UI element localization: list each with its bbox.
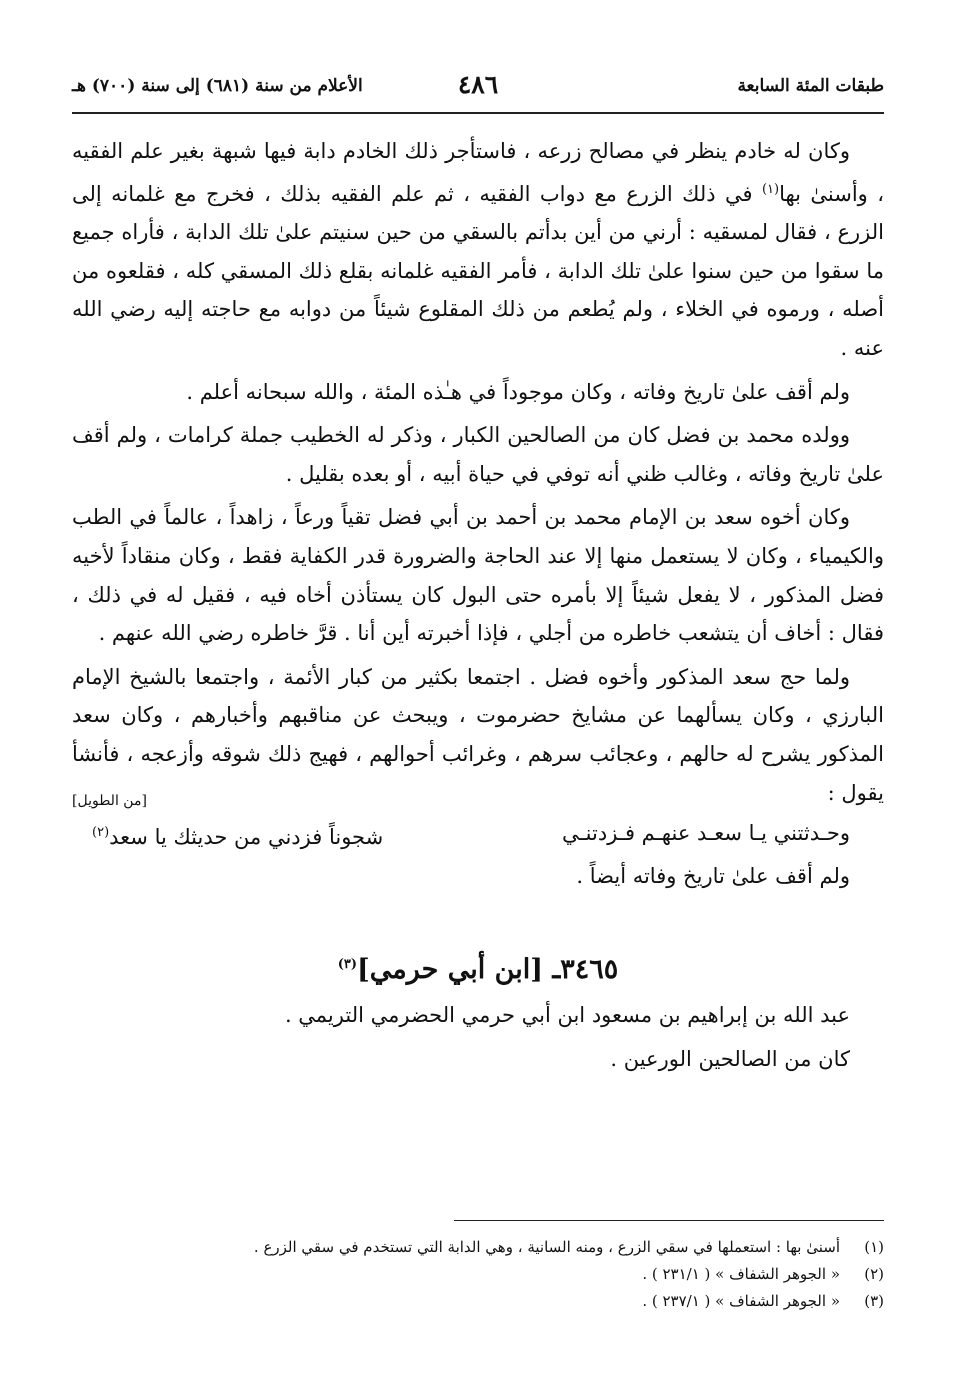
paragraph-5: ولما حج سعد المذكور وأخوه فضل . اجتمعا بكثير من كبار الأئمة ، واجتمعا بالشيخ الإمام البارزي ، وكان يسألهما عن مشايخ حضرموت ، ويبحث عن مناقبهم وأخبارهم ، وكان سعد المذكور يشرح له حالهم ، وعجائب سرهم ، وغرائب أحوالهم ، فهيج ذلك شوقه وأزعجه ، فأنشأ يقول :: [72, 664, 884, 805]
verse-first-hemistich: وحـدثتني يـا سعـد عنهـم فـزدتنـي: [562, 821, 850, 846]
paragraph-1-part-b: في ذلك الزرع مع دواب الفقيه ، ثم علم الفقيه بذلك ، فخرج مع غلمانه إلى الزرع ، فقال لمسقيه : أرني من أين بدأتم بالسقي من حين سنيتم علىٰ تلك الدابة ، فأراه جميع ما سقوا من حين سنوا علىٰ تلك الدابة ، فأمر الفقيه غلمانه بقلع ذلك المسقي كله ، فقلعوه من أصله ، ورموه في الخلاء ، ولم يُطعم من ذلك المقلوع شيئاً من دوابه مع حاجته إليه رضي الله عنه .: [72, 181, 884, 360]
running-header: [72, 70, 884, 110]
paragraph-1-part-a: وكان له خادم ينظر في مصالح زرعه ، فاستأجر ذلك الخادم دابة فيها شبهة بغير علم الفقيه ، وأسنىٰ بها: [72, 139, 885, 206]
page-number: ٤٨٦: [457, 70, 499, 99]
paragraph-1: [72, 132, 884, 368]
footnote-divider: [454, 1220, 884, 1221]
footnote-ref-2[interactable]: (٢): [92, 825, 110, 841]
header-section-title: طبقات المئة السابعة: [737, 76, 884, 96]
paragraph-4: وكان أخوه سعد بن الإمام محمد بن أحمد بن أبي فضل تقياً ورعاً ، زاهداً ، عالماً في الطب والكيمياء ، وكان لا يستعمل منها إلا عند الحاجة والضرورة قدر الكفاية فقط ، وكان منقاداً لأخيه فضل المذكور ، لا يفعل شيئاً إلا بأمره حتى البول كان يستأذن أخاه فيه ، فقيل له في ذلك ، فقال : أخاف أن يتشعب خاطره من أجلي ، فإذا أخبرته أين أنا . قرَّ خاطره رضي الله عنهم .: [72, 505, 884, 646]
paragraph-7: عبد الله بن إبراهيم بن مسعود ابن أبي حرمي الحضرمي التريمي .: [284, 1003, 850, 1028]
footnote-ref-3[interactable]: (٣): [337, 957, 357, 973]
paragraph-6: ولم أقف علىٰ تاريخ وفاته أيضاً .: [576, 863, 850, 888]
footnote-text: « الجوهر الشفاف » ( ٢٣٧/١ ) .: [642, 1292, 840, 1310]
poem-verse: [72, 814, 884, 857]
footnote-3: [72, 1288, 884, 1315]
footnote-ref-1[interactable]: (١): [761, 181, 780, 197]
footnote-2: [72, 1261, 884, 1288]
footnote-number: (٣): [864, 1292, 884, 1310]
footnotes: [72, 1234, 884, 1315]
poem-meter-label: [من الطويل]: [72, 793, 147, 810]
paragraph-2: ولم أقف علىٰ تاريخ وفاته ، وكان موجوداً في هـٰذه المئة ، والله سبحانه أعلم .: [186, 379, 850, 404]
footnote-text: أسنىٰ بها : استعملها في سقي الزرع ، ومنه السانية ، وهي الدابة التي تستخدم في سقي الزرع .: [253, 1238, 840, 1256]
verse-second-hemistich-text: شجوناً فزدني من حديثك يا سعد: [109, 825, 384, 850]
footnote-number: (٢): [864, 1265, 884, 1283]
footnote-text: « الجوهر الشفاف » ( ٢٣١/١ ) .: [642, 1265, 840, 1283]
verse-second-hemistich: [92, 814, 383, 857]
paragraph-3: وولده محمد بن فضل كان من الصالحين الكبار ، وذكر له الخطيب جملة كرامات ، ولم أقف علىٰ تاريخ وفاته ، وغالب ظني أنه توفي في حياة أبيه ، أو بعده بقليل .: [72, 423, 884, 486]
footnote-1: [72, 1234, 884, 1261]
paragraph-8: كان من الصالحين الورعين .: [610, 1046, 850, 1071]
entry-heading-text: ٣٤٦٥ـ [ابن أبي حرمي]: [356, 954, 619, 986]
main-text: [72, 132, 884, 1078]
footnote-number: (١): [864, 1238, 884, 1256]
header-range-title: الأعلام من سنة (٦٨١) إلى سنة (٧٠٠) هـ: [72, 76, 363, 96]
header-divider: [72, 112, 884, 114]
entry-heading: [72, 945, 884, 990]
